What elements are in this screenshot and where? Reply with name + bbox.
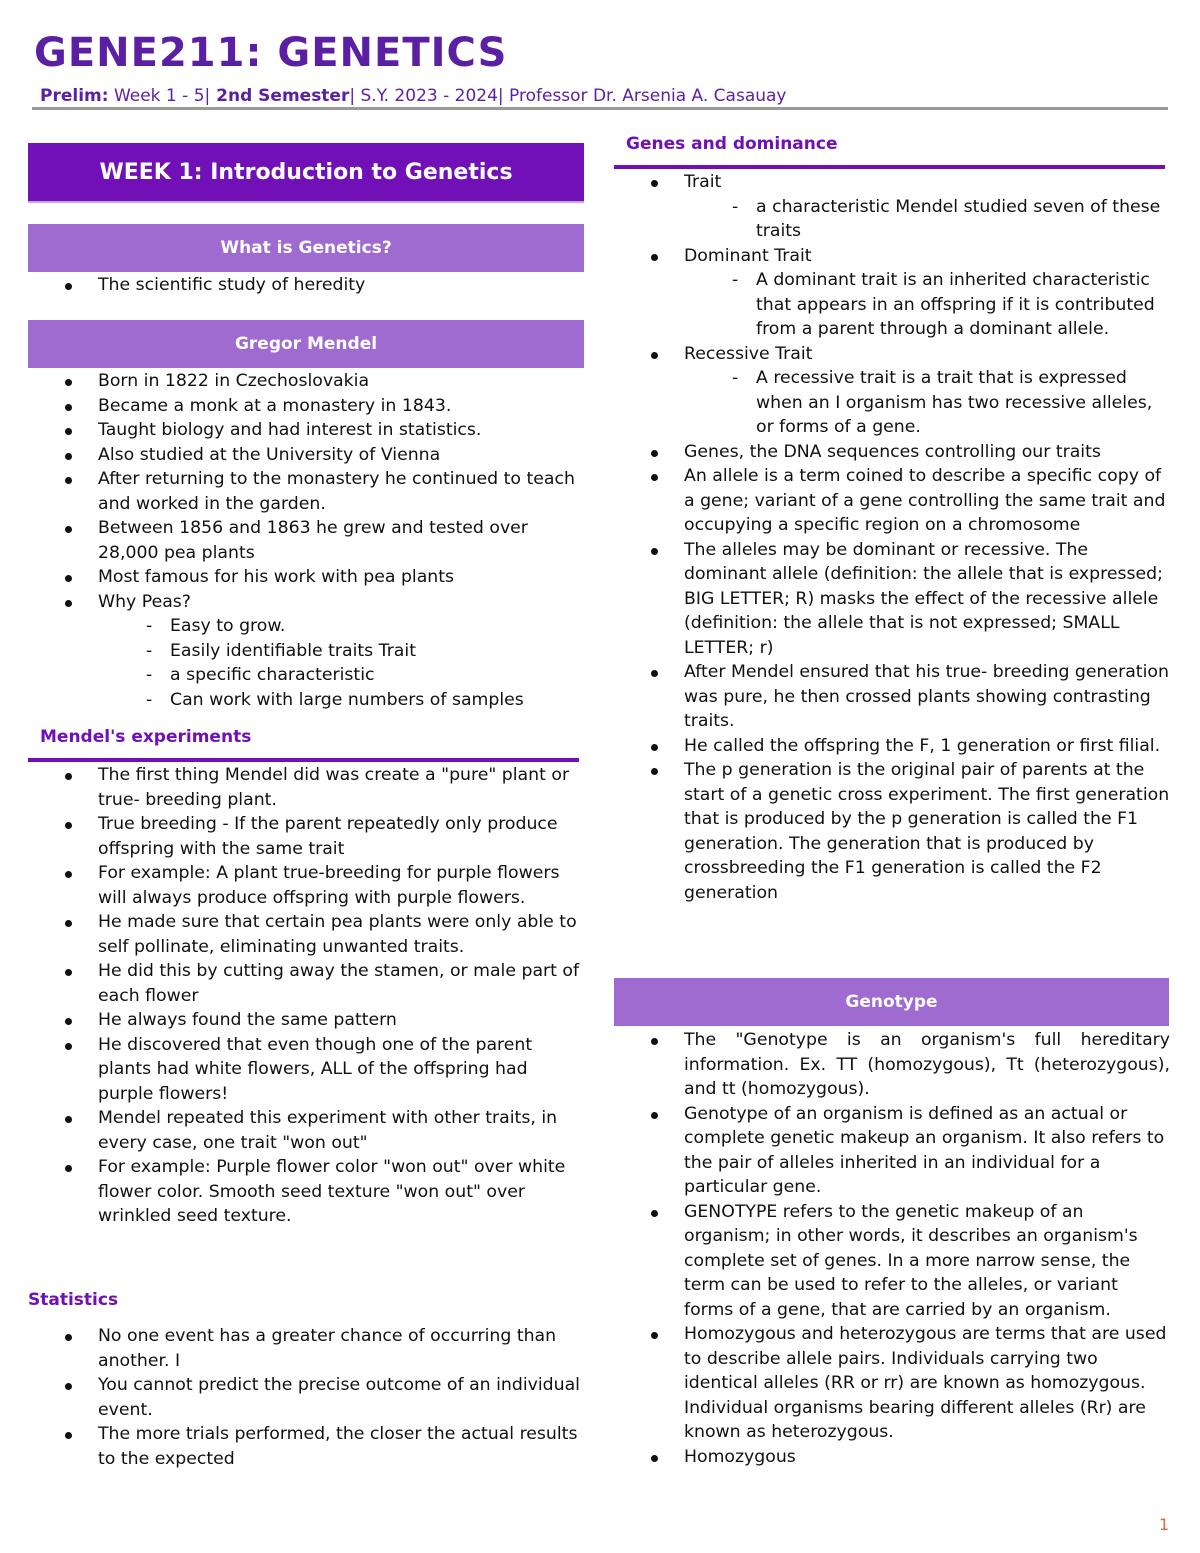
list-item [614, 342, 1170, 440]
gregor-mendel-heading: Gregor Mendel [28, 320, 584, 368]
list-item: He always found the same pattern [28, 1008, 584, 1033]
week-banner-underline [28, 201, 584, 203]
mendels-experiments-heading: Mendel's experiments [40, 727, 252, 747]
list-item: The "Genotype is an organism's full hereditary information. Ex. TT (homozygous), Tt (heterozygous), and tt (homozygous). [614, 1028, 1170, 1102]
mendels-experiments-list [28, 763, 584, 1229]
dominant-sublist [684, 268, 1170, 342]
list-item [614, 244, 1170, 342]
list-item: An allele is a term coined to describe a specific copy of a gene; variant of a gene controlling the same trait and occupying a specific region on a chromosome [614, 464, 1170, 538]
list-item: After Mendel ensured that his true- breeding generation was pure, he then crossed plants showing contrasting traits. [614, 660, 1170, 734]
list-item: The p generation is the original pair of parents at the start of a genetic cross experiment. The first generation that is produced by the p generation is called the F1 generation. The generation that is produced by crossbreeding the F1 generation is called the F2 generation [614, 758, 1170, 905]
list-item: The first thing Mendel did was create a "pure" plant or true- breeding plant. [28, 763, 584, 812]
why-peas-sublist [98, 614, 584, 712]
list-item: The scientific study of heredity [28, 273, 584, 298]
statistics-heading: Statistics [28, 1290, 119, 1310]
sublist-item: - A recessive trait is a trait that is expressed when an I organism has two recessive alleles, or forms of a gene. [684, 366, 1170, 440]
list-item: Between 1856 and 1863 he grew and tested over 28,000 pea plants [28, 516, 584, 565]
statistics-list [28, 1324, 584, 1471]
subtitle-weeks: Week 1 - 5| [108, 86, 211, 106]
sublist-item: - A dominant trait is an inherited characteristic that appears in an offspring if it is contributed from a parent through a dominant allele. [684, 268, 1170, 342]
list-item: Genotype of an organism is defined as an actual or complete genetic makeup an organism. It also refers to the pair of alleles inherited in an individual for a particular gene. [614, 1102, 1170, 1200]
trait-label: Trait [684, 172, 722, 192]
recessive-sublist [684, 366, 1170, 440]
dominant-label: Dominant Trait [684, 245, 812, 266]
why-peas-label: Why Peas? [98, 591, 191, 612]
list-item [614, 170, 1170, 244]
list-item: True breeding - If the parent repeatedly only produce offspring with the same trait [28, 812, 584, 861]
list-item: He made sure that certain pea plants were only able to self pollinate, eliminating unwanted traits. [28, 910, 584, 959]
what-is-genetics-list [28, 273, 584, 298]
subtitle-semester: 2nd Semester [210, 86, 350, 106]
list-item: The more trials performed, the closer the actual results to the expected [28, 1422, 584, 1471]
list-item: For example: A plant true-breeding for purple flowers will always produce offspring with purple flowers. [28, 861, 584, 910]
subtitle-prelim: Prelim: [40, 86, 109, 106]
list-item: He discovered that even though one of the parent plants had white flowers, ALL of the offspring had purple flowers! [28, 1033, 584, 1107]
list-item: Homozygous [614, 1445, 1170, 1470]
sublist-item: - Easy to grow. [98, 614, 584, 639]
genes-dominance-rule [614, 165, 1165, 169]
list-item: You cannot predict the precise outcome of an individual event. [28, 1373, 584, 1422]
list-item: The alleles may be dominant or recessive. The dominant allele (definition: the allele that is expressed; BIG LETTER; R) masks the effect of the recessive allele (definition: the allele that is not expressed; SMALL LETTER; r) [614, 538, 1170, 661]
list-item: Mendel repeated this experiment with other traits, in every case, one trait "won out" [28, 1106, 584, 1155]
list-item [28, 590, 584, 713]
list-item: Taught biology and had interest in statistics. [28, 418, 584, 443]
list-item: Became a monk at a monastery in 1843. [28, 394, 584, 419]
mendels-experiments-rule [28, 758, 579, 762]
list-item: He called the offspring the F, 1 generation or first filial. [614, 734, 1170, 759]
list-item: Homozygous and heterozygous are terms that are used to describe allele pairs. Individuals carrying two identical alleles (RR or rr) are known as homozygous. Individual organisms bearing different alleles (Rr) are known as heterozygous. [614, 1322, 1170, 1445]
genotype-heading: Genotype [614, 978, 1169, 1026]
list-item: For example: Purple flower color "won out" over white flower color. Smooth seed texture "won out" over wrinkled seed texture. [28, 1155, 584, 1229]
list-item: GENOTYPE refers to the genetic makeup of an organism; in other words, it describes an organism's complete set of genes. In a more narrow sense, the term can be used to refer to the alleles, or variant forms of a gene, that are carried by an organism. [614, 1200, 1170, 1323]
page-number: 1 [1159, 1515, 1170, 1534]
genes-dominance-heading: Genes and dominance [626, 134, 838, 154]
what-is-genetics-heading: What is Genetics? [28, 224, 584, 272]
recessive-label: Recessive Trait [684, 343, 813, 364]
subtitle-rest: | S.Y. 2023 - 2024| Professor Dr. Arsenia A. Casauay [349, 86, 787, 106]
header-divider [32, 107, 1168, 110]
list-item: No one event has a greater chance of occurring than another. I [28, 1324, 584, 1373]
sublist-item: - a specific characteristic [98, 663, 584, 688]
list-item: Genes, the DNA sequences controlling our traits [614, 440, 1170, 465]
list-item: Born in 1822 in Czechoslovakia [28, 369, 584, 394]
document-title: GENE211: GENETICS [34, 30, 508, 76]
list-item: He did this by cutting away the stamen, or male part of each flower [28, 959, 584, 1008]
list-item: Also studied at the University of Vienna [28, 443, 584, 468]
list-item: Most famous for his work with pea plants [28, 565, 584, 590]
trait-sublist [684, 195, 1170, 244]
sublist-item: - Can work with large numbers of samples [98, 688, 584, 713]
genotype-list [614, 1028, 1170, 1469]
list-item: After returning to the monastery he continued to teach and worked in the garden. [28, 467, 584, 516]
sublist-item: - a characteristic Mendel studied seven of these traits [684, 195, 1170, 244]
document-subtitle [40, 86, 787, 106]
gregor-mendel-list [28, 369, 584, 712]
genes-dominance-list [614, 170, 1170, 905]
sublist-item: - Easily identifiable traits Trait [98, 639, 584, 664]
week-banner: WEEK 1: Introduction to Genetics [28, 143, 584, 201]
